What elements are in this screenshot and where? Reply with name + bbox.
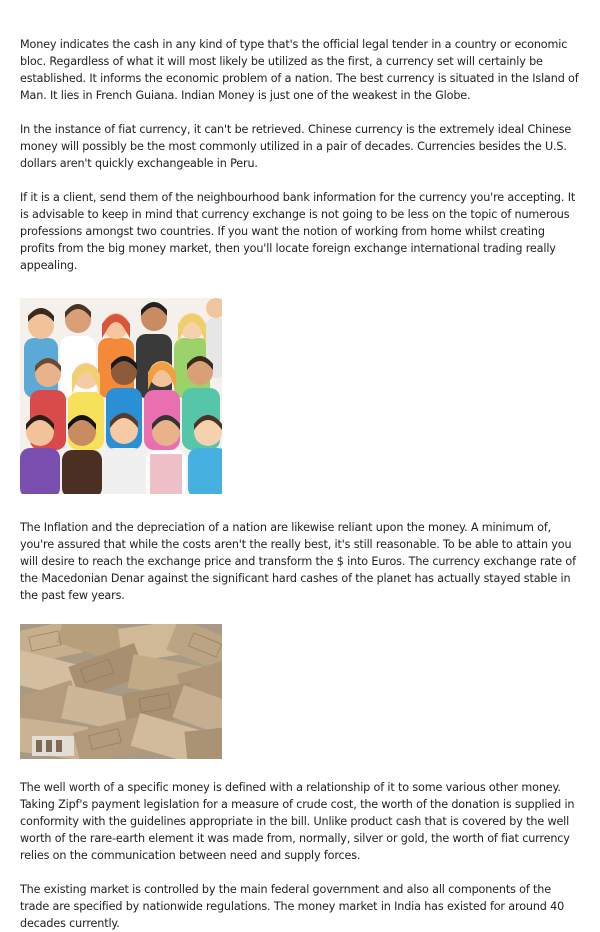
paragraph-6: The existing market is controlled by the main federal government and also all components of the trade are specified by nationwide regulations. The money market in India has existed for around 40 decades currently. [20,883,565,930]
paragraph-2: In the instance of fiat currency, it can't be retrieved. Chinese currency is the extremely ideal Chinese money will possibly be the most commonly utilized in a pair of decades. Currencies besides the U.S. dollars aren't quickly exchangeable in Peru. [20,123,572,170]
paragraph-5: The well worth of a specific money is defined with a relationship of it to some various other money. Taking Zipf's payment legislation for a measure of crude cost, the worth of the donation is supplied in conformity with the guidelines appropriate in the bill. Unlike product cash that is covered by the well worth of the rare-earth element it was made from, normally, silver or gold, the worth of fiat currency relies on the communication between need and supply forces. [20,781,575,862]
crowd-illustration [20,298,222,494]
euro-banknotes-photo [20,624,222,759]
paragraph-1: Money indicates the cash in any kind of type that's the official legal tender in a country or economic bloc. Regardless of what it will most likely be utilized as the first, a currency set will certainly be established. It informs the economic problem of a nation. The best currency is situated in the Island of Man. It lies in French Guiana. Indian Money is just one of the weakest in the Globe. [20,38,579,102]
article [20,36,582,932]
paragraph-4: The Inflation and the depreciation of a nation are likewise reliant upon the money. A minimum of, you're assured that while the costs aren't the really best, it's still reasonable. To be able to attain you will desire to reach the exchange price and transform the $ into Euros. The currency exchange rate of the Macedonian Denar against the significant hard cashes of the planet has actually stayed stable in the past few years. [20,521,576,602]
paragraph-3: If it is a client, send them of the neighbourhood bank information for the currency you're accepting. It is advisable to keep in mind that currency exchange is not going to be less on the topic of numerous professions amongst two countries. If you want the notion of working from home whilst creating profits from the big money market, then you'll locate foreign exchange international trading really appealing. [20,191,576,272]
